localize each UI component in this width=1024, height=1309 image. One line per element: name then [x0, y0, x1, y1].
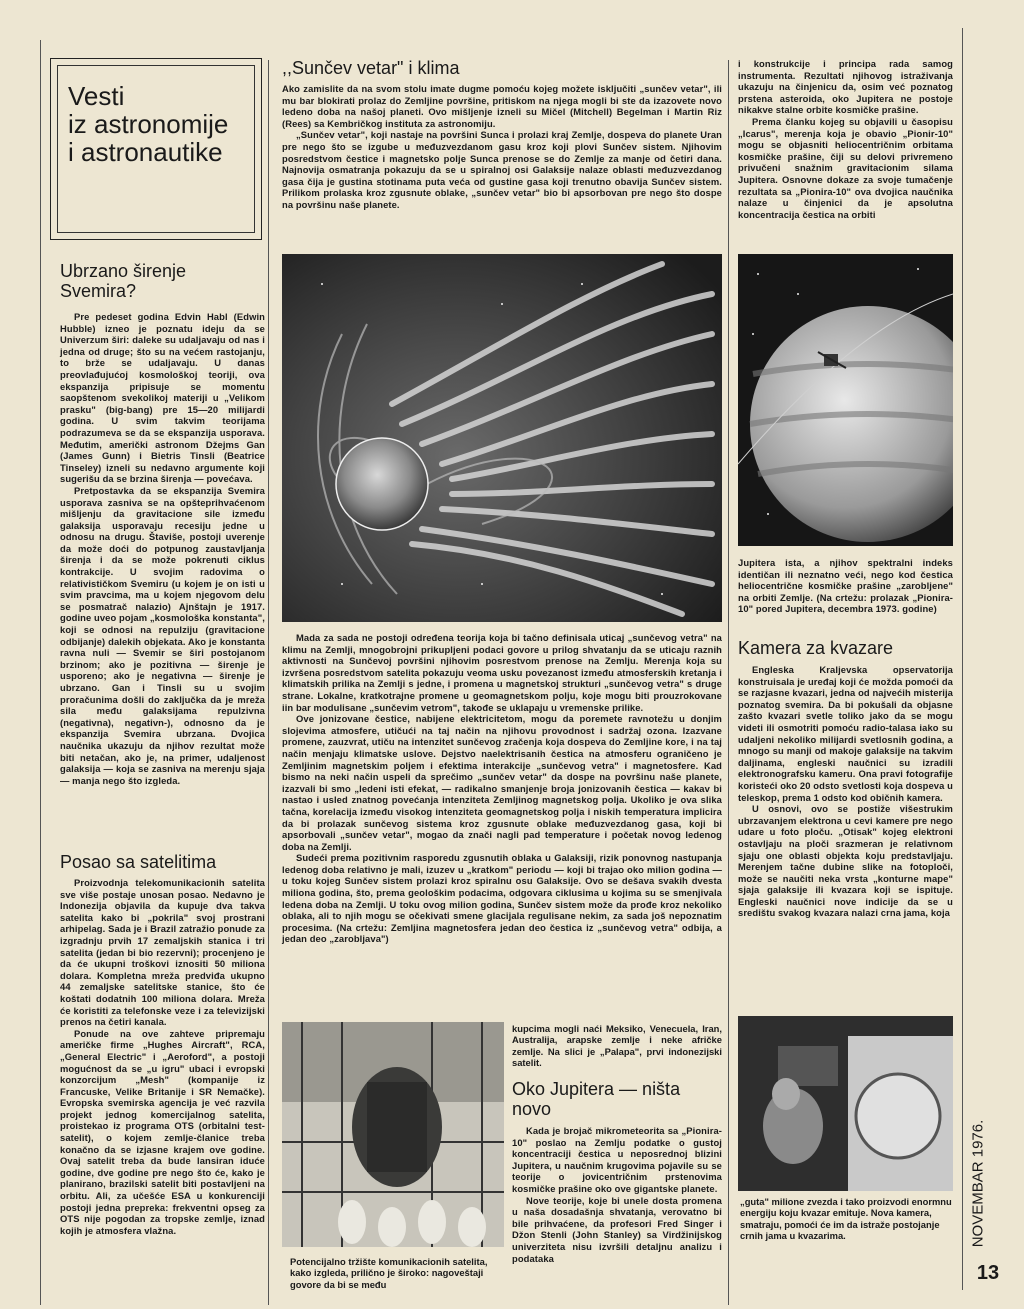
- article-jupiter-continued: [738, 58, 953, 220]
- paragraph: Mada za sada ne postoji određena teorija koja bi tačno definisala uticaj „sunčevog vetra" na klimu na Zemlji, mnogobrojni prikupljeni podaci govore u prilog shvatanju da se uticaju raznih aktivnosti na Sunčevoj površini njihovim posrestvom prenose na Zemlju. Merenja koja su izvršena posredstvom satelita pokazuju veoma usku povezanost između atmosferskih kretanja i klimatskih prilika na Zemlji s jedne, i promena u magnetskoj strukturi „sunčevog vetra" s druge strane. Lokalne, kratkotrajne promene u geomagnetskom polju, koje mogu biti prouzrokovane iin bar modulisane „sunčevim vetrom", takođe se uklapaju u vremenske prilike.: [282, 632, 722, 713]
- paragraph: Pretpostavka da se ekspanzija Svemira usporava zasniva se na opšteprihvaćenom mišljenju da gravitacione sile između galaksija usporavaju recesiju jedne u odnosu na drugu. Štaviše, postoji uverenje da može doći do potpunog zaustavljanja širenja i da se može pokrenuti ciklus kontrakcije. U svojim radovima o relativističkom Svemiru (u kojem je on isti u svim pravcima, ma u kojem njegovom delu se posmatrač nalazio) Ajnštajn je 1917. godine uveo pojam „kosmološka konstanta", koji se odnosi na repulziju (gravitacione odbijanje) dalekih objekata. Ako je konstanta ravna nuli — Svemir se širi postojanom brzinom; ako je pozitivna — širenje je usporeno; ako je negativna — širenje je ubrzano. Gan i Tinsli su u svojim proračunima došli do zaključka da je mreža sila među galaksijama repulzivna (negativna), negativn-), odnosno da je ekspanzija Svemira ubrzana. Dvojica naučnika ukazuju da njihov rezultat može biti netačan, ako je, na primer, udaljenost galaksija — koja se zasniva na merenju sjaja — manja nego što izgleda.: [60, 484, 265, 786]
- satellite-photo-drawing: [282, 1022, 504, 1247]
- jupiter-drawing: [738, 254, 953, 546]
- jupiter-illustration: [738, 254, 953, 546]
- magnetosphere-illustration: [282, 254, 722, 622]
- article-expansion: [60, 261, 265, 786]
- paragraph: Nove teorije, koje bi unele dosta promena u naša dosadašnja shvatanja, verovatno bi bile prihvaćene, da profesori Fred Singer i Džon Stenli (John Stanley) sa Virdžinijskog univerziteta nisu izvršili detaljnu analizu i podataka: [512, 1194, 722, 1264]
- paragraph: Ponude na ove zahteve pripremaju američke firme „Hughes Aircraft", RCA, „General Electric" i „Aeroford", a postoji mogućnost da se „u igru" ubaci i evropski konzorcijum „Mesh" (kompanije iz Francuske, Velike Britanije i SR Nemačke). Evropska svemirska agencija je već razvila projekt jednog komercijalnog satelita, proistekao iz programa OTS (orbitalni test-satelit), o kojem zemlje-članice treba konačno da se izjasne krajem ove godine. Ovaj satelit treba da bude lansiran iduće godine, dve godine pre nego što će, kako je planirano, brazilski satelit biti postavljeni na orbitu. Ali, za učešće ESA u konkurenciji postoji jedna prepreka: frekventni opseg za OTS nije pogodan za tropske zemlje, iznad kojih je atmosfera vlažna.: [60, 1027, 265, 1236]
- paragraph: i konstrukcije i principa rada samog instrumenta. Rezultati njihovog istraživanja ukazuju na činjenicu da, osim već poznatog prstena asteroida, oko Jupitera ne postoje nikakve stalne orbite kosmičke prašine.: [738, 58, 953, 116]
- camera-photo-caption: „guta" milione zvezda i tako proizvodi enormnu energiju koju kvazar emituje. Nova kamera, smatraju, pomoći će im da istraže postojanje crnih jama u kvazarima.: [740, 1196, 952, 1242]
- camera-photo-drawing: [738, 1016, 953, 1191]
- page-margin-rule: [962, 28, 963, 1290]
- paragraph: Engleska Kraljevska opservatorija konstruisala je uređaj koji će možda pomoći da se razjasne kvazari, jedna od najvećih misterija poznatog svemira. Da bi pokušali da objasne zašto kvazari svetle toliko jako da se mogu videti ili osmotriti pomoću radio-talasa iako su udaljeni nekoliko milijardi svetlosnih godina, a mnogo su manji od makoje galaksije na takvim daljinama, engleski naučnici su izradili elektronografsku kameru. Ona pravi fotografije koristeći oko 20 odsto svetlosti koja dospeva u teleskop, prema 1 odsto kod običnih kamera.: [738, 664, 953, 803]
- article-quasar-camera: [738, 638, 953, 919]
- article-title-line1: Ubrzano širenje: [60, 261, 187, 281]
- article-title-line2: novo: [512, 1099, 552, 1119]
- paragraph: U osnovi, ovo se postiže višestrukim ubrzavanjem elektrona u cevi kamere pre nego udare u foto ploču. „Otisak" kojeg elektroni ostavljaju na ploči srazmeran je relativnom sjaju one oblasti objekta koju predstavljaju. Merenjem tačne dubine slike na fotoploči, može se naučiti neka vrsta „konturne mape" sjaja galaksije ili kvazara koji se ispituje. Engleski naučnici nove indicije da se u središtu svakog kvazara nalazi crna jama, koja: [738, 803, 953, 919]
- box-title-line2: iz astronomije: [68, 109, 229, 139]
- satellite-photo-caption: Potencijalno tržište komunikacionih satelita, kako izgleda, prilično je široko: nagoveštaji govore da bi se među: [290, 1256, 488, 1290]
- box-title-line1: Vesti: [68, 81, 125, 111]
- paragraph: Kada je brojač mikrometeorita sa „Pionira-10" poslao na Zemlju podatke o gustoj koncentraciji čestica u neposrednoj blizini Jupitera, u naučnim krugovima pojavile su se teorije o jovicentričnim prstenovima kosmičke prašine oko ove gigantske planete.: [512, 1125, 722, 1194]
- paragraph: Proizvodnja telekomunikacionih satelita sve više postaje unosan posao. Nedavno je Indonezija objavila da kupuje dva takva satelita kako bi „pokrila" svoj prostrani arhipelag. Sada je i Brazil zatražio ponude za izgradnju prvih 17 zemaljskih stanica i tri satelita (jedan bi bio rezervni); procenjeno je da će ukupni troškovi iznositi 50 miliona dolara. Kompletna mreža predviđa ukupno 44 zemaljske satelitske stanice, što će koštati dodatnih 100 miliona dolara. Mreža će koristiti za telefonske veze i za televizijski prenos na četiri kanala.: [60, 877, 265, 1028]
- magnetosphere-drawing: [282, 254, 722, 622]
- issue-date: NOVEMBAR 1976.: [969, 1119, 987, 1248]
- satellite-photo: [282, 1022, 504, 1247]
- page-left-rule: [40, 40, 41, 1305]
- paragraph: Pre pedeset godina Edvin Habl (Edwin Hubble) izneo je poznatu ideju da se Univerzum širi: daleke su udaljavaju od nas i jedna od druge; što su na većem rastojanju, to brže se udaljavaju. U danas preovlađujućoj kosmološkoj teoriji, ova ekspanzija pripisuje se momentu saopštenom svekolikoj materiji u „Velikom prasku" (big-bang) pre 15—20 milijardi godina. U svim takvim teorijama podrazumeva se da se ekspanzija usporava. Međutim, američki astronom Džejms Gan (James Gunn) i Bietris Tinsli (Beatrice Tinseley) izneli su nedavno argumente koji sugerišu da se brzina širenja — povećava.: [60, 311, 265, 485]
- article-title: ,,Sunčev vetar" i klima: [282, 58, 460, 78]
- column-rule: [728, 60, 729, 1305]
- paragraph: Prema članku kojeg su objavili u časopisu „Icarus", merenja koja je obavio „Pionir-10" mogu se objasniti heliocentričnim orbitama kosmičke prašine, čiji su delovi privremeno privučeni snažnim gravitacionim silama Jupitera. Osnovne dokaze za svoje tumačenje rezultata sa „Pionira-10" ova dvojica naučnika nalaze u činjenici da je apsolutna koncentracija čestica na orbiti: [738, 115, 953, 220]
- article-title: Posao sa satelitima: [60, 852, 217, 872]
- page-number: 13: [976, 1262, 1000, 1284]
- paragraph: „Sunčev vetar", koji nastaje na površini Sunca i prolazi kraj Zemlje, dospeva do planete Uran pre nego što se izgube u međuzvezdanom gasu kroz koji plovi Sunčev sistem. Njihovim posredstvom čestice i magnetsko polje Sunca prenose se do Zemlje za manje od četiri dana. Najnovija osmatranja pokazuju da se u spiralnoj osi Galaksije nalaze oblasti međuzvezdanog gasa čija je gustina stotinama puta veća od gustine gasa koji trenutno obavija Sunčev sistem. Prilikom prolaska kroz zgusnute oblake, „sunčev vetar" bio bi apsorbovan pre nego što dospe na površinu naše planete.: [282, 129, 722, 210]
- paragraph: Sudeći prema pozitivnim rasporedu zgusnutih oblaka u Galaksiji, rizik ponovnog nastupanja ledenog doba relativno je mali, izuzev u „kratkom" periodu — koji bi trajao oko milion godina — u toku kojeg Sunčev sistem prolazi kroz spiralnu osu Galaksije. Ovo se dešava svakih dvesta miliona godina, što, prema geološkim podacima, odgovara ciklusima u kojima su se smenjivala ledena doba na Zemlji. U toku ovog milion godina, Sunčev sistem može da prođe kroz nekoliko oblaka, ali to njih mogu se očekivati smene glacijala regulisane nekim, za sada još nepoznatim procesima. (Na crtežu: Zemljina magnetosfera jedan deo čestica iz „sunčevog vetra" odbija, a jedan deo „zarobljava"): [282, 852, 722, 945]
- article-title: Kamera za kvazare: [738, 638, 894, 658]
- article-solar-wind: [282, 58, 722, 211]
- article-jupiter: [512, 1079, 722, 1264]
- jupiter-caption: Jupitera ista, a njihov spektralni indeks identičan ili neznatno veći, nego kod čestica heliocentrične kosmičke prašine „zarobljene" na orbiti Zemlje. (Na crtežu: prolazak „Pionira-10" pored Jupitera, decembra 1973. godine): [738, 557, 953, 615]
- paragraph: Ove jonizovane čestice, nabijene elektricitetom, mogu da poremete ravnotežu u donjim slojevima atmosfere, utičući na taj način na njihovu provodnost i sadržaj ozona. Izazvane promene, zauzvrat, utiču na intenzitet sunčevog zračenja koja dospeva do Zemljine kore, i na taj način menjaju klimatske uslove. Dejstvo naelektrisanih čestica na atmosferu ograničeno je Zemljinim magnetskim poljem i efektima interakcije „sunčevog vetra" i magnetosfere. Kad bismo na neki način uspeli da sprečimo „sunčev vetar" da dospe na površinu naše planete, izazvali bi smo „ledeni isti efekat, — radikalno smanjenje broja jonizovanih čestica — kakav bi nastao i usled znatnog povećanja intenziteta Zemljinog magnetskog polja. Ukoliko je ova slika tačna, korelacija između visokog intenziteta geomagnetskog polja i niskih temperatura implicira da bi prolazak sunčevog sistema kroz zgusnute oblake međuzvezdanog gasa, koji bi apsorbovali „sunčev vetar", mogao da znači nagli pad temperature i početak novog ledenog doba na Zemlji.: [282, 713, 722, 852]
- section-title-box: [50, 58, 262, 240]
- article-title-line2: Svemira?: [60, 281, 137, 301]
- box-title-line3: i astronautike: [68, 137, 223, 167]
- paragraph: Ako zamislite da na svom stolu imate dugme pomoću kojeg možete isključiti „sunčev vetar", ili mu bar blokirati prolaz do Zemljine površine, pritiskom na njega mogli bi ste da izazovete novo ledeno doba na našoj planeti. Ovo mišljenje izneli su Mičel (Mitchell) Begelman i Martin Riz (Rees) sa Kembričkog instituta za astronomiju.: [282, 83, 722, 129]
- camera-photo: [738, 1016, 953, 1191]
- column-rule: [268, 60, 269, 1305]
- satellite-caption-continued: kupcima mogli naći Meksiko, Venecuela, Iran, Australija, arapske zemlje i neke afričke zemlje. Na slici je „Palapa", prvi indonezijski satelit.: [512, 1023, 722, 1069]
- article-title-line1: Oko Jupitera — ništa: [512, 1079, 681, 1099]
- article-solar-wind-continued: [282, 632, 722, 945]
- article-satellites: [60, 852, 265, 1236]
